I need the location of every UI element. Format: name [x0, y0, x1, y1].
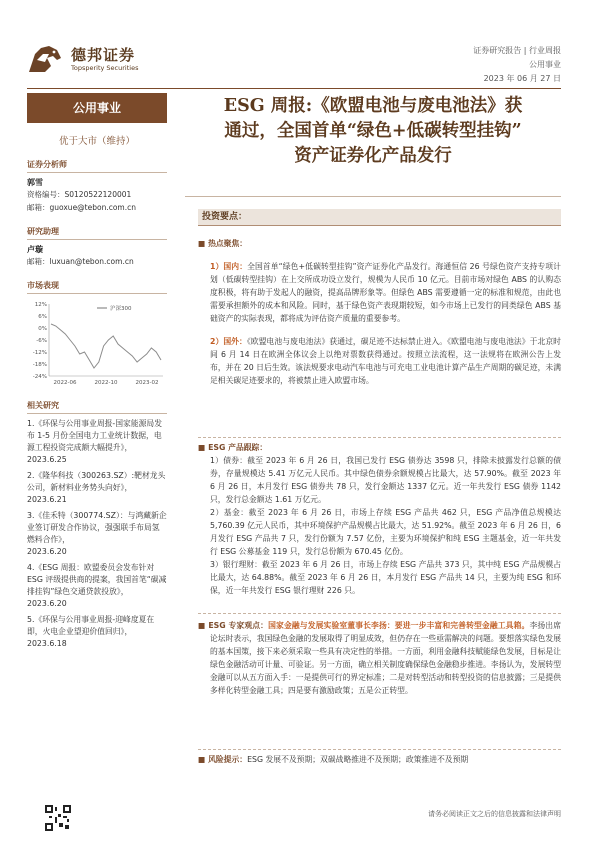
esg-bonds-paragraph: 1）债券：截至 2023 年 6 月 26 日，我国已发行 ESG 债券达 3598 只，排除未披露发行总额的债券，存量规模达 5.41 万亿元人民币。其中绿色债券余额规模占比最大，达 57.90%。截至 2023 年 6 月 26 日，本月发行 ESG 债券共 78 只，发行金额达 1337 亿元。近一年共发行 ESG 债券 1142 只，发行总金额达 1.61 万亿元。	[210, 456, 562, 504]
header-divider	[27, 88, 561, 89]
y-tick-label: -12%	[32, 350, 47, 356]
y-tick-label: 0%	[38, 326, 47, 332]
related-item-date: 2023.6.18	[27, 639, 67, 648]
report-meta	[473, 44, 561, 86]
logo-text-cn: 德邦证券	[71, 46, 136, 64]
industry-label: 公用事业	[27, 93, 167, 123]
related-item-date: 2023.6.20	[27, 599, 67, 608]
related-item-title: 5.《环保与公用事业周报-迎峰度夏在即，火电企业望迎价值回归》，	[27, 615, 155, 636]
tiger-logo-icon	[27, 42, 63, 76]
report-type: 证券研究报告 | 行业周报	[473, 46, 561, 55]
market-heading: 市场表现	[27, 280, 167, 294]
title-line-3: 资产证券化产品发行	[294, 146, 452, 166]
section-divider	[198, 437, 561, 438]
key-points-heading: 投资要点：	[198, 209, 561, 226]
related-item[interactable]	[27, 418, 167, 466]
expert-paragraph: ■ ESG 专家观点：国家金融与发展实验室董事长李扬：要进一步丰富和完善转型金融工具箱。李扬出席论坛时表示，我国绿色金融的发展取得了明显成效，但仍存在一些亟需解决的问题。要想落实绿色发展的基本国策，接下来必须采取一些具有决定性的举措。一方面，利用金融科技赋能绿色发展，目标是让绿色金融活动可计量、可验证。另一方面，确立相关制度确保绿色金融稳步推进。李扬认为，发展转型金融可以从五方面入手：一是提供可行的界定标准；二是对转型活动和转型投资的信息披露；三是提供多样化转型金融工具；四是要有激励政策；五是公正转型。	[198, 621, 561, 695]
related-item[interactable]	[27, 510, 167, 558]
related-item-date: 2023.6.21	[27, 495, 67, 504]
title-divider	[185, 196, 561, 197]
hot-topics-label: ■ 热点聚焦：	[198, 239, 248, 248]
y-tick-label: -18%	[32, 362, 47, 368]
market-chart	[27, 298, 167, 388]
esg-funds-paragraph: 2）基金：截至 2023 年 6 月 26 日，市场上存续 ESG 产品共 462 只，ESG 产品净值总规模达 5,760.39 亿元人民币，其中环境保护产品规模占比最大，达 51.92%。截至 2023 年 6 月 26 日，6 月发行 ESG 产品共 7 只，发行份额为 7.57 亿份，主要为环境保护和纯 ESG 主题基金，近一年共发行 ESG 公募基金 119 只，发行总份额为 670.45 亿份。	[210, 508, 561, 556]
hot-foreign-paragraph: 2）国外：《欧盟电池与废电池法》获通过，碳足迹不达标禁止进入。《欧盟电池与废电池法》于北京时间 6 月 14 日在欧洲全体议会上以绝对票数获得通过。按照立法流程，这一法规将在欧洲公告上发布，并在 20 日后生效。该法规要求电动汽车电池与可充电工业电池计算产品生产周期的碳足迹，未满足相关碳足迹要求的，将被禁止进入欧盟市场。	[210, 337, 561, 385]
market-chart-svg	[27, 298, 167, 388]
section-divider	[198, 749, 561, 750]
related-item-date: 2023.6.25	[27, 455, 67, 464]
related-item-date: 2023.6.20	[27, 547, 67, 556]
section-divider	[198, 613, 561, 614]
footer-disclaimer: 请务必阅读正文之后的信息披露和法律声明	[428, 810, 561, 818]
x-tick-label: 2022-06	[53, 380, 77, 386]
related-item[interactable]	[27, 614, 167, 650]
y-tick-label: -24%	[32, 374, 47, 380]
analyst-name: 郭雪	[27, 178, 43, 187]
analyst-email[interactable]: 邮箱：guoxue@tebon.com.cn	[27, 203, 136, 212]
company-logo	[27, 42, 157, 78]
series-line-hs300	[51, 324, 161, 368]
title-line-1: ESG 周报:《欧盟电池与废电池法》获	[223, 96, 523, 116]
related-item-title: 2.《隆华科技（300263.SZ）:靶材龙头公司，新材料业务势头向好》，	[27, 471, 166, 492]
analyst-cert: 资格编号：S0120522120001	[27, 190, 132, 199]
hot-domestic-paragraph: 1）国内：全国首单“绿色+低碳转型挂钩”资产证券化产品发行。海通恒信 26 号绿色资产支持专项计划（低碳转型挂钩）在上交所成功设立发行，规模为人民币 10 亿元。目前市场对绿色 ABS 的认购态度积极，将有助于发起人的融资，提高品牌形象等。但绿色 ABS 需要遵循一定的标准和规范，由此也需要承担额外的成本和风险。同时，基于绿色资产表现期较短，如今市场上已发行的同类绿色 ABS 基础资产的实际表现，都将成为评估资产质量的重要参考。	[210, 262, 561, 323]
related-item[interactable]	[27, 562, 167, 610]
report-sector: 公用事业	[529, 60, 561, 69]
y-tick-label: 6%	[38, 314, 47, 320]
related-heading: 相关研究	[27, 400, 167, 414]
hot-topics-section	[198, 237, 561, 387]
y-tick-label: 12%	[34, 302, 47, 308]
expert-section	[198, 619, 561, 697]
legend-label: 沪深300	[110, 306, 132, 312]
risk-section	[198, 753, 561, 766]
related-item-title: 3.《佳禾特（300774.SZ）：与鸿藏新企业签订研发合作协议，强强联手布局氢燃料合作》，	[27, 511, 167, 544]
analyst-heading: 证券分析师	[27, 159, 167, 173]
report-title	[185, 94, 561, 169]
title-line-2: 通过，全国首单“绿色+低碳转型挂钩”	[224, 121, 522, 141]
related-list	[27, 418, 167, 650]
esg-products-section	[198, 441, 561, 597]
esg-products-label: ■ ESG 产品跟踪：	[198, 443, 268, 452]
related-item-title: 1.《环保与公用事业周报-国家能源局发布 1-5 月份全国电力工业统计数据，电源工程投资完成额大幅提升》，	[27, 419, 163, 452]
left-sidebar	[27, 93, 167, 650]
qr-code-icon	[45, 805, 71, 831]
risk-paragraph: ■ 风险提示：ESG 发展不及预期；双碳战略推进不及预期；政策推进不及预期	[198, 755, 469, 764]
x-tick-label: 2022-10	[94, 380, 118, 386]
related-item[interactable]	[27, 470, 167, 506]
rating-label: 优于大市（维持）	[58, 136, 135, 147]
assistant-email[interactable]: 邮箱：luxuan@tebon.com.cn	[27, 257, 134, 266]
assistant-heading: 研究助理	[27, 226, 167, 240]
esg-bank-paragraph: 3）银行理财：截至 2023 年 6 月 26 日，市场上存续 ESG 产品共 373 只，其中纯 ESG 产品规模占比最大，达 64.88%。截至 2023 年 6 月 26 日，本月发行 ESG 产品共 14 只，主要为纯 ESG 和环保，近一年共发行 ESG 银行理财 226 只。	[210, 560, 561, 595]
y-tick-label: -6%	[36, 338, 47, 344]
x-tick-label: 2023-02	[135, 380, 159, 386]
related-item-title: 4.《ESG 周报：欧盟委员会发布针对 ESG 评级提供商的提案，我国首笔“碳减排挂钩”绿色交通贷款投放》，	[27, 563, 167, 596]
assistant-name: 卢璇	[27, 245, 43, 254]
report-date: 2023 年 06 月 27 日	[483, 74, 561, 83]
logo-text-en: Topsperity Securities	[71, 64, 139, 72]
